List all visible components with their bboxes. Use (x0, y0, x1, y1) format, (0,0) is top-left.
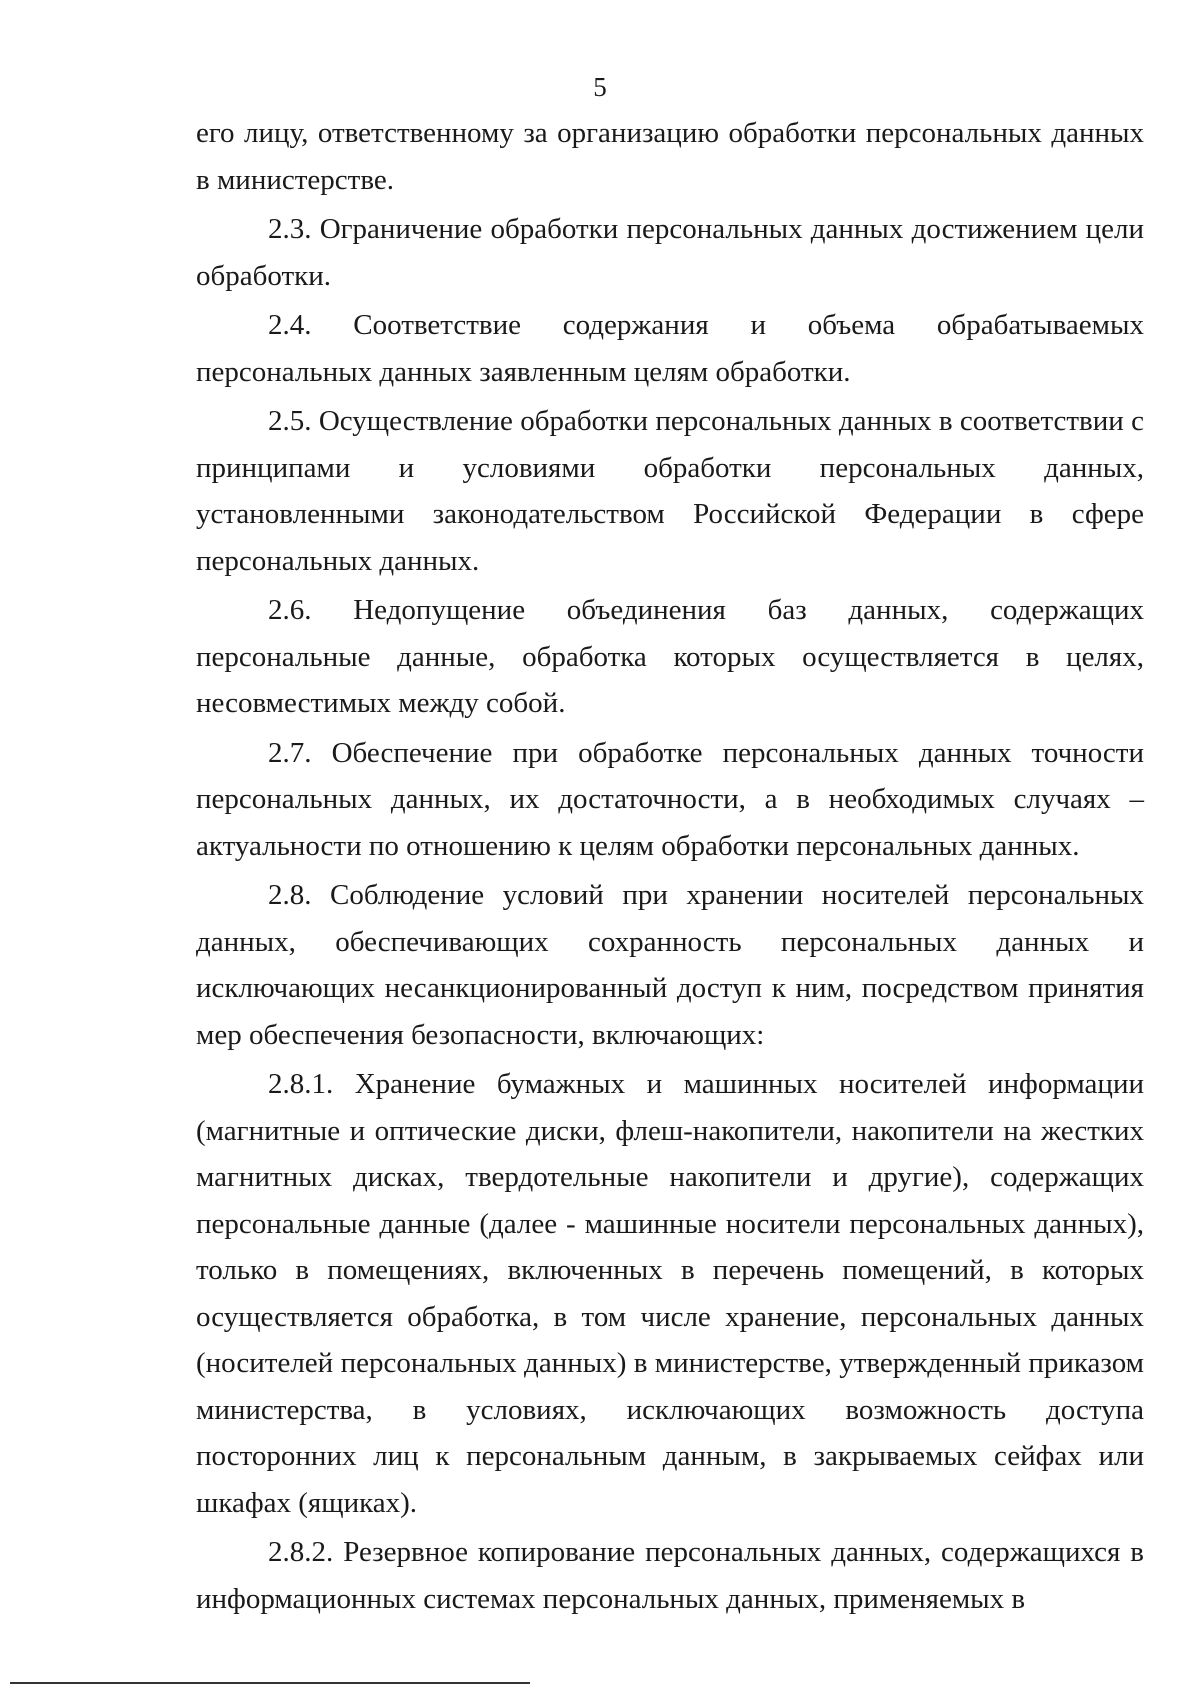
paragraph-continuation: его лицу, ответственному за организацию обработки персональных данных в министерстве. (196, 117, 1144, 196)
paragraph-2-4: 2.4. Соответствие содержания и объема обрабатываемых персональных данных заявленным целям обработки. (196, 309, 1144, 388)
page-number: 5 (593, 72, 607, 102)
paragraph-2-8-1: 2.8.1. Хранение бумажных и машинных носителей информации (магнитные и оптические диски, флеш-накопители, накопители на жестких магнитных дисках, твердотельные накопители и другие), содержащих персональные данные (далее - машинные носители персональных данных), только в помещениях, включенных в перечень помещений, в которых осуществляется обработка, в том числе хранение, персональных данных (носителей персональных данных) в министерстве, утвержденный приказом министерства, в условиях, исключающих возможность доступа посторонних лиц к персональным данным, в закрываемых сейфах или шкафах (ящиках). (196, 1068, 1144, 1519)
bottom-scan-line (10, 1682, 530, 1684)
paragraph-2-8: 2.8. Соблюдение условий при хранении носителей персональных данных, обеспечивающих сохранность персональных данных и исключающих несанкционированный доступ к ним, посредством принятия мер обеспечения безопасности, включающих: (196, 879, 1144, 1051)
paragraph-2-7: 2.7. Обеспечение при обработке персональных данных точности персональных данных, их достаточности, а в необходимых случаях – актуальности по отношению к целям обработки персональных данных. (196, 736, 1144, 862)
paragraph-2-6: 2.6. Недопущение объединения баз данных, содержащих персональные данные, обработка которых осуществляется в целях, несовместимых между собой. (196, 594, 1144, 719)
document-body (196, 110, 1144, 1625)
paragraph-2-5: 2.5. Осуществление обработки персональных данных в соответствии с принципами и условиями обработки персональных данных, установленными законодательством Российской Федерации в сфере персональных данных. (196, 405, 1144, 577)
paragraph-2-8-2: 2.8.2. Резервное копирование персональных данных, содержащихся в информационных системах персональных данных, применяемых в (196, 1536, 1144, 1615)
paragraph-2-3: 2.3. Ограничение обработки персональных данных достижением цели обработки. (196, 213, 1144, 292)
